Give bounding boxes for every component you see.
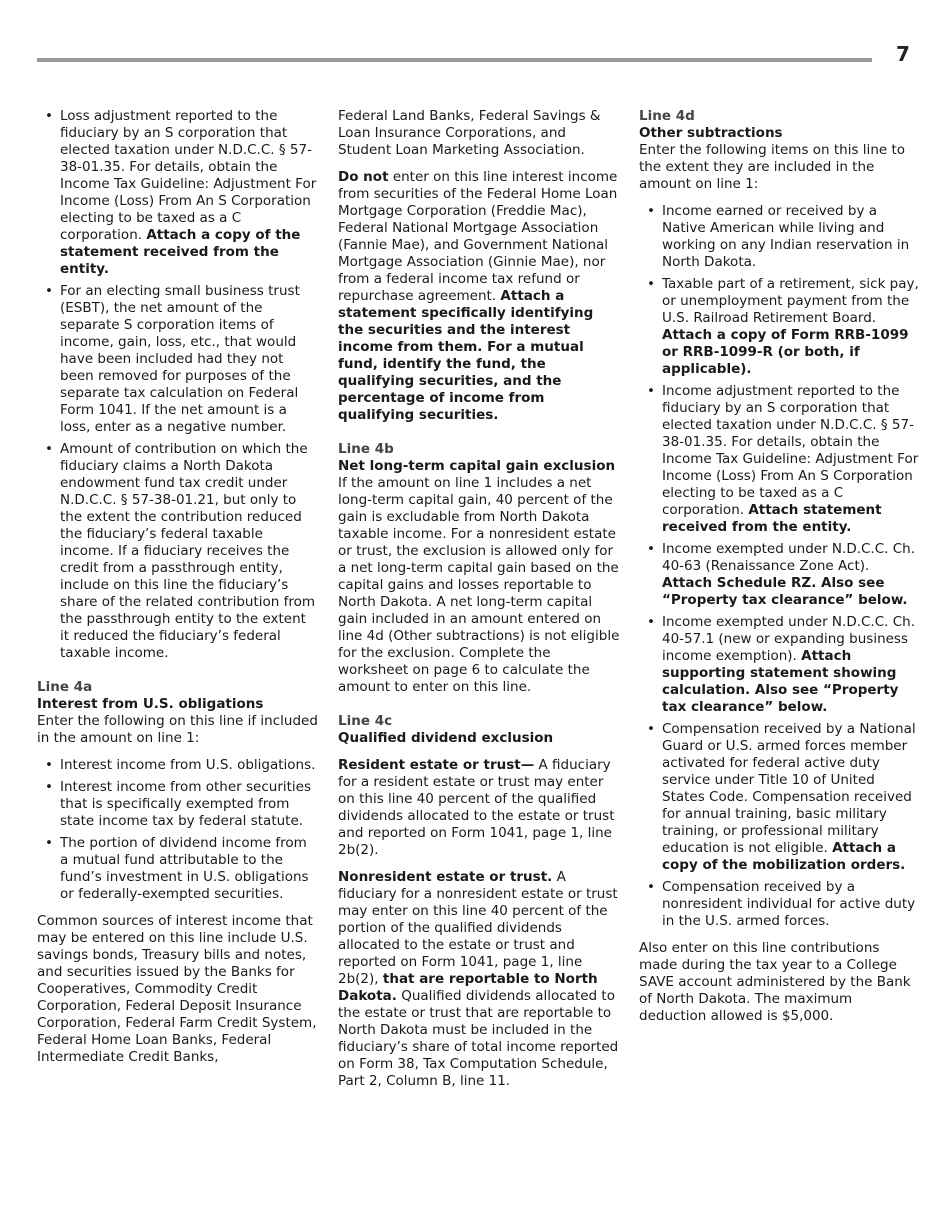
list-item: • The portion of dividend income from a mutual fund attributable to the fund’s investment in U.S. obligations or federally-exempted securities. <box>60 835 319 903</box>
line-4a-heading <box>37 679 319 713</box>
paragraph: Nonresident estate or trust. A fiduciary for a nonresident estate or trust may enter on this line 40 percent of the portion of the qualified dividends allocated to the estate or trust and reported on Form 1041, page 1, line 2b(2), that are reportable to North Dakota. Qualified dividends allocated to the estate or trust that are reportable to North Dakota must be included in the fiduciary’s share of total income reported on Form 38, Tax Computation Schedule, Part 2, Column B, line 11. <box>338 869 619 1089</box>
line-label: Line 4b <box>338 441 394 457</box>
section-title: Qualified dividend exclusion <box>338 730 554 746</box>
header-rule <box>37 58 872 62</box>
column-2 <box>338 108 620 1100</box>
paragraph: Also enter on this line contributions made during the tax year to a College SAVE account administered by the Bank of North Dakota. The maximum deduction allowed is $5,000. <box>639 940 911 1024</box>
list-item: • Income exempted under N.D.C.C. Ch. 40-57.1 (new or expanding business income exemption). Attach supporting statement showing calculation. Also see “Property tax clearance” below. <box>662 614 921 716</box>
line-4a-list <box>37 757 319 903</box>
list-item: • Income exempted under N.D.C.C. Ch. 40-63 (Renaissance Zone Act). Attach Schedule RZ. Also see “Property tax clearance” below. <box>662 541 921 609</box>
line-4b-heading <box>338 441 620 475</box>
paragraph: Common sources of interest income that may be entered on this line include U.S. savings bonds, Treasury bills and notes, and securities issued by the Banks for Cooperatives, Commodity Credit Corporation, Federal Deposit Insurance Corporation, Federal Farm Credit System, Federal Home Loan Banks, Federal Intermediate Credit Banks, <box>37 913 317 1065</box>
line-4c-heading <box>338 713 620 747</box>
list-item: • Interest income from other securities that is specifically exempted from state income tax by federal statute. <box>60 779 319 830</box>
list-item: • Amount of contribution on which the fiduciary claims a North Dakota endowment fund tax credit under N.D.C.C. § 57-38-01.21, but only to the extent the contribution reduced the fiduciary’s federal taxable income. If a fiduciary receives the credit from a passthrough entity, include on this line the fiduciary’s share of the related contribution from the passthrough entity to the extent it reduced the fiduciary’s federal taxable income. <box>60 441 319 662</box>
list-item: • Taxable part of a retirement, sick pay, or unemployment payment from the U.S. Railroad Retirement Board. Attach a copy of Form RRB-1099 or RRB-1099-R (or both, if applicable). <box>662 276 921 378</box>
paragraph: Do not enter on this line interest income from securities of the Federal Home Loan Mortgage Corporation (Freddie Mac), Federal National Mortgage Association (Fannie Mae), and Government National Mortgage Association (Ginnie Mae), nor from a federal income tax refund or repurchase agreement. Attach a statement specifically identifying the securities and the interest income from them. For a mutual fund, identify the fund, the qualifying securities, and the percentage of income from qualifying securities. <box>338 169 618 423</box>
section-title: Interest from U.S. obligations <box>37 696 264 712</box>
line-label: Line 4a <box>37 679 93 695</box>
column-3 <box>639 108 921 1035</box>
paragraph: If the amount on line 1 includes a net long-term capital gain, 40 percent of the gain is excludable from North Dakota taxable income. For a nonresident estate or trust, the exclusion is allowed only for a net long-term capital gain based on the capital gains and losses reportable to North Dakota. A net long-term capital gain included in an amount entered on line 4d (Other subtractions) is not eligible for the exclusion. Complete the worksheet on page 6 to calculate the amount to enter on this line. <box>338 475 620 695</box>
col1-bullet-list <box>37 108 319 662</box>
page-number: 7 <box>896 42 910 66</box>
list-item: • For an electing small business trust (ESBT), the net amount of the separate S corporation items of income, gain, loss, etc., that would have been included had they not been removed for purposes of the separate tax calculation on Federal Form 1041. If the net amount is a loss, enter as a negative number. <box>60 283 319 436</box>
list-item: • Income earned or received by a Native American while living and working on any Indian reservation in North Dakota. <box>662 203 921 271</box>
section-title: Net long-term capital gain exclusion <box>338 458 616 474</box>
list-item: • Income adjustment reported to the fiduciary by an S corporation that elected taxation under N.D.C.C. § 57-38-01.35. For details, obtain the Income Tax Guideline: Adjustment For Income (Loss) From An S Corporation electing to be taxed as a C corporation. Attach statement received from the entity. <box>662 383 921 536</box>
line-label: Line 4c <box>338 713 393 729</box>
column-1 <box>37 108 319 1076</box>
section-title: Other subtractions <box>639 125 783 141</box>
list-item: • Compensation received by a National Guard or U.S. armed forces member activated for federal active duty service under Title 10 of United States Code. Compensation received for annual training, basic military training, or professional military education is not eligible. Attach a copy of the mobilization orders. <box>662 721 921 874</box>
line-4d-list <box>639 203 921 930</box>
paragraph: Federal Land Banks, Federal Savings & Loan Insurance Corporations, and Student Loan Marketing Association. <box>338 108 601 158</box>
paragraph: Resident estate or trust— A fiduciary for a resident estate or trust may enter on this line 40 percent of the qualified dividends allocated to the estate or trust and reported on Form 1041, page 1, line 2b(2). <box>338 757 615 858</box>
list-item: • Compensation received by a nonresident individual for active duty in the U.S. armed forces. <box>662 879 921 930</box>
line-4d-heading <box>639 108 921 142</box>
list-item: • Loss adjustment reported to the fiduciary by an S corporation that elected taxation under N.D.C.C. § 57-38-01.35. For details, obtain the Income Tax Guideline: Adjustment For Income (Loss) From An S Corporation electing to be taxed as a C corporation. Attach a copy of the statement received from the entity. <box>60 108 319 278</box>
paragraph: Enter the following on this line if included in the amount on line 1: <box>37 713 318 746</box>
paragraph: Enter the following items on this line to the extent they are included in the amount on line 1: <box>639 142 906 192</box>
list-item: • Interest income from U.S. obligations. <box>60 757 319 774</box>
line-label: Line 4d <box>639 108 695 124</box>
